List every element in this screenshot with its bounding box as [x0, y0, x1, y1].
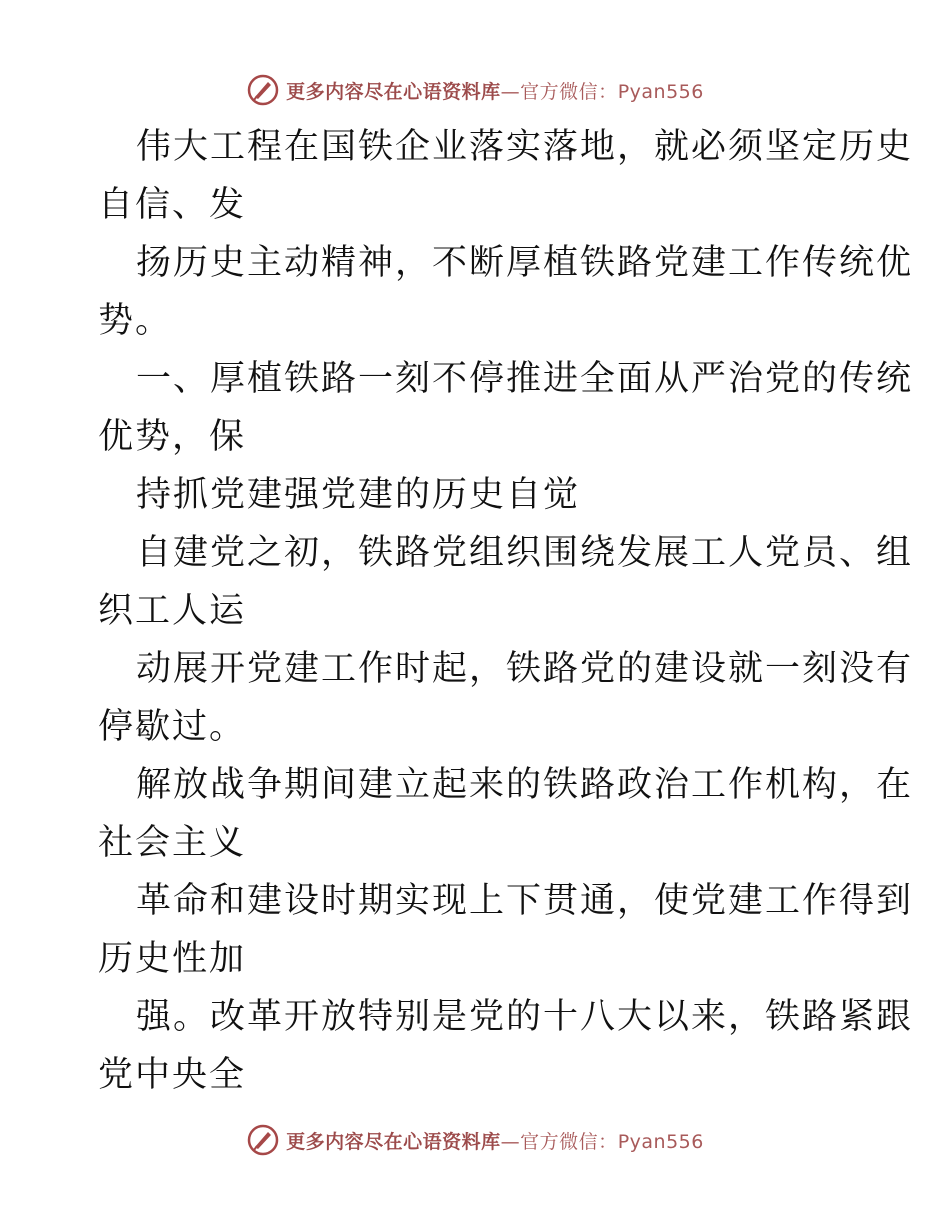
text-line: 势。: [98, 301, 173, 341]
text-line: 停歇过。: [98, 707, 247, 747]
banner-dash: —: [500, 80, 521, 103]
footer-banner: [0, 1120, 950, 1160]
text-line: 解放战争期间建立起来的铁路政治工作机构，在: [136, 765, 914, 805]
banner-wechat-id: Pyan556: [617, 1130, 704, 1153]
document-body: [98, 118, 914, 1104]
text-line: 强。改革开放特别是党的十八大以来，铁路紧跟: [136, 997, 914, 1037]
header-banner: [0, 70, 950, 110]
banner-wechat-label: 官方微信：: [520, 80, 618, 103]
banner-wechat-label: 官方微信：: [520, 1130, 618, 1153]
section-heading-line: 持抓党建强党建的历史自觉: [136, 475, 581, 515]
text-line: 革命和建设时期实现上下贯通，使党建工作得到: [136, 881, 914, 921]
banner-main-text: 更多内容尽在心语资料库: [286, 80, 501, 103]
text-line: 社会主义: [98, 823, 247, 863]
text-line: 自建党之初，铁路党组织围绕发展工人党员、组: [136, 533, 914, 573]
section-heading-line: 一、厚植铁路一刻不停推进全面从严治党的传统: [136, 359, 914, 399]
banner-dash: —: [500, 1130, 521, 1153]
banner-text: [286, 1127, 704, 1154]
text-line: 扬历史主动精神，不断厚植铁路党建工作传统优: [136, 243, 914, 283]
text-line: 动展开党建工作时起，铁路党的建设就一刻没有: [136, 649, 914, 689]
text-line: 伟大工程在国铁企业落实落地，就必须坚定历史: [136, 127, 914, 167]
text-line: 党中央全: [98, 1055, 247, 1095]
text-line: 历史性加: [98, 939, 247, 979]
text-line: 织工人运: [98, 591, 247, 631]
quill-logo-icon: [246, 73, 280, 107]
quill-logo-icon: [246, 1123, 280, 1157]
text-line: 自信、发: [98, 185, 247, 225]
section-heading-line: 优势，保: [98, 417, 247, 457]
banner-text: [286, 77, 704, 104]
banner-wechat-id: Pyan556: [617, 80, 704, 103]
banner-main-text: 更多内容尽在心语资料库: [286, 1130, 501, 1153]
